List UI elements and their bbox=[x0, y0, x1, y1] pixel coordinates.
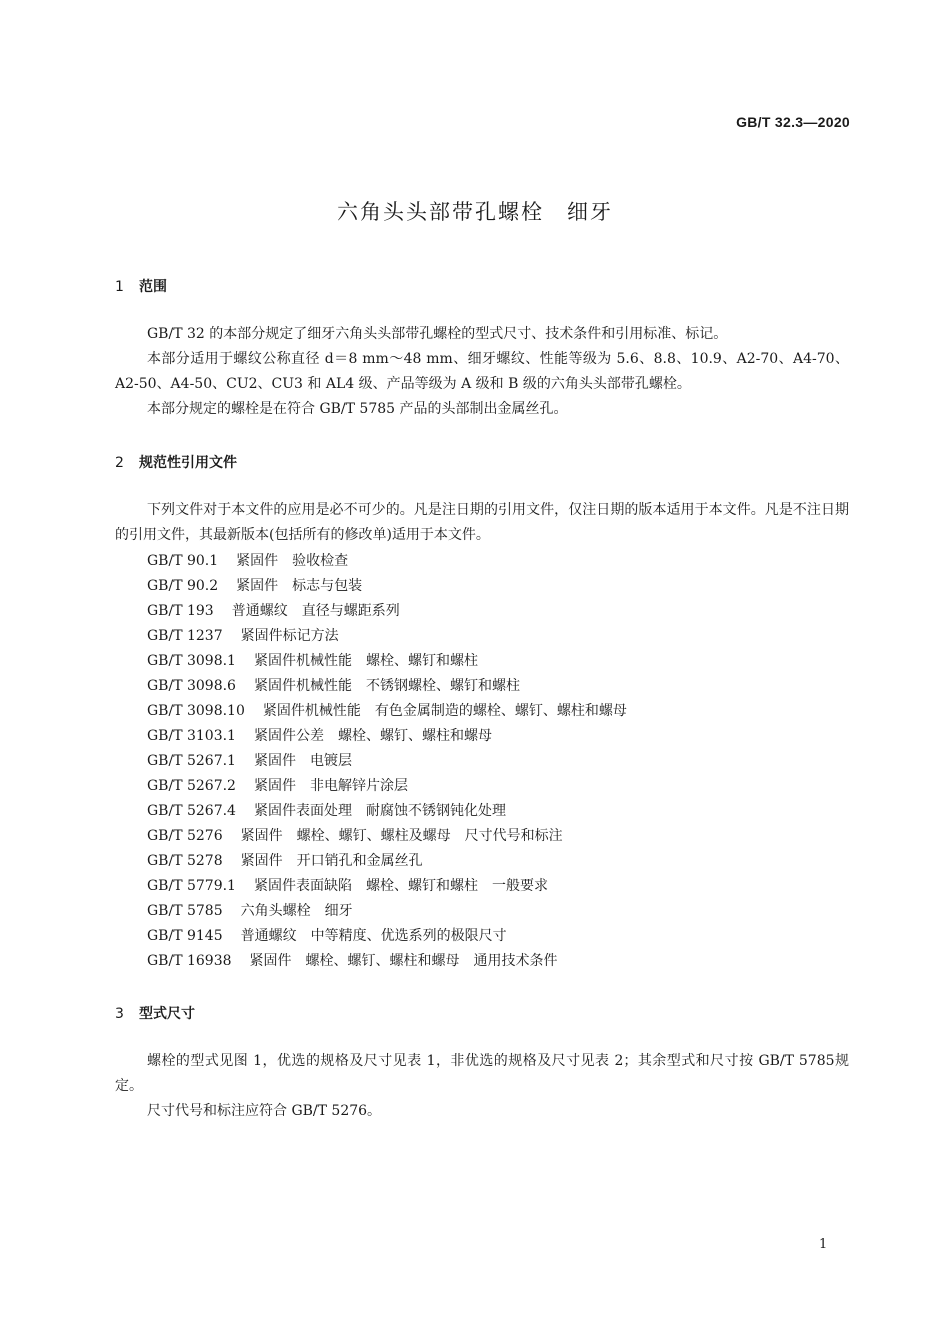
section-1-heading bbox=[115, 276, 167, 296]
reference-title: 紧固件机械性能 有色金属制造的螺栓、螺钉、螺柱和螺母 bbox=[262, 703, 627, 719]
reference-code: GB/T 5276 bbox=[147, 828, 223, 844]
section-3-heading bbox=[115, 1003, 195, 1023]
section-3-paragraph-2: 尺寸代号和标注应符合 GB/T 5276。 bbox=[147, 1103, 382, 1119]
reference-title: 普通螺纹 中等精度、优选系列的极限尺寸 bbox=[240, 928, 507, 944]
reference-item bbox=[147, 674, 627, 699]
section-title: 范围 bbox=[139, 279, 167, 295]
reference-item bbox=[147, 824, 627, 849]
reference-code: GB/T 5278 bbox=[147, 853, 223, 869]
reference-item bbox=[147, 699, 627, 724]
normative-references-list bbox=[147, 549, 627, 974]
reference-item bbox=[147, 949, 627, 974]
reference-item bbox=[147, 724, 627, 749]
reference-code: GB/T 5267.1 bbox=[147, 753, 236, 769]
reference-title: 紧固件 标志与包装 bbox=[236, 578, 363, 594]
section-1-paragraph-2: 本部分适用于螺纹公称直径 d＝8 mm～48 mm、细牙螺纹、性能等级为 5.6、8.8、10.9、A2-70、A4-70、A2-50、A4-50、CU2、CU3 和 AL4 级、产品等级为 A 级和 B 级的六角头头部带孔螺栓。 bbox=[115, 351, 849, 392]
reference-item bbox=[147, 924, 627, 949]
reference-title: 紧固件标记方法 bbox=[240, 628, 339, 644]
reference-title: 紧固件 电镀层 bbox=[253, 753, 352, 769]
page-number: 1 bbox=[819, 1237, 828, 1252]
reference-code: GB/T 5267.4 bbox=[147, 803, 236, 819]
reference-code: GB/T 16938 bbox=[147, 953, 232, 969]
reference-code: GB/T 193 bbox=[147, 603, 214, 619]
reference-item bbox=[147, 624, 627, 649]
reference-item bbox=[147, 649, 627, 674]
reference-item bbox=[147, 899, 627, 924]
reference-code: GB/T 3098.6 bbox=[147, 678, 236, 694]
reference-item bbox=[147, 549, 627, 574]
reference-title: 紧固件 螺栓、螺钉、螺柱和螺母 通用技术条件 bbox=[249, 953, 558, 969]
reference-code: GB/T 3098.1 bbox=[147, 653, 236, 669]
reference-title: 紧固件 验收检查 bbox=[236, 553, 349, 569]
reference-title: 紧固件 非电解锌片涂层 bbox=[253, 778, 408, 794]
reference-title: 紧固件 螺栓、螺钉、螺柱及螺母 尺寸代号和标注 bbox=[240, 828, 563, 844]
reference-item bbox=[147, 749, 627, 774]
reference-title: 紧固件表面处理 耐腐蚀不锈钢钝化处理 bbox=[253, 803, 506, 819]
section-number: 2 bbox=[115, 455, 124, 471]
reference-item bbox=[147, 774, 627, 799]
reference-code: GB/T 5785 bbox=[147, 903, 223, 919]
reference-title: 紧固件表面缺陷 螺栓、螺钉和螺柱 一般要求 bbox=[253, 878, 548, 894]
reference-item bbox=[147, 599, 627, 624]
section-3-paragraph-1: 螺栓的型式见图 1，优选的规格及尺寸见表 1，非优选的规格及尺寸见表 2；其余型式和尺寸按 GB/T 5785规定。 bbox=[115, 1053, 849, 1094]
standard-code: GB/T 32.3—2020 bbox=[736, 114, 850, 130]
reference-code: GB/T 5267.2 bbox=[147, 778, 236, 794]
reference-code: GB/T 90.1 bbox=[147, 553, 219, 569]
reference-code: GB/T 3103.1 bbox=[147, 728, 236, 744]
section-title: 规范性引用文件 bbox=[139, 455, 237, 471]
reference-title: 紧固件公差 螺栓、螺钉、螺柱和螺母 bbox=[253, 728, 492, 744]
reference-code: GB/T 9145 bbox=[147, 928, 223, 944]
section-1-paragraph-1: GB/T 32 的本部分规定了细牙六角头头部带孔螺栓的型式尺寸、技术条件和引用标准、标记。 bbox=[147, 326, 728, 342]
section-number: 3 bbox=[115, 1006, 124, 1022]
document-title: 六角头头部带孔螺栓 细牙 bbox=[337, 200, 613, 224]
section-number: 1 bbox=[115, 279, 124, 295]
section-title: 型式尺寸 bbox=[139, 1006, 195, 1022]
reference-item bbox=[147, 874, 627, 899]
section-1-paragraph-3: 本部分规定的螺栓是在符合 GB/T 5785 产品的头部制出金属丝孔。 bbox=[147, 401, 568, 417]
reference-title: 紧固件机械性能 不锈钢螺栓、螺钉和螺柱 bbox=[253, 678, 520, 694]
reference-item bbox=[147, 574, 627, 599]
reference-title: 紧固件 开口销孔和金属丝孔 bbox=[240, 853, 423, 869]
reference-code: GB/T 90.2 bbox=[147, 578, 219, 594]
reference-title: 六角头螺栓 细牙 bbox=[240, 903, 353, 919]
reference-item bbox=[147, 849, 627, 874]
reference-item bbox=[147, 799, 627, 824]
reference-code: GB/T 3098.10 bbox=[147, 703, 245, 719]
reference-code: GB/T 1237 bbox=[147, 628, 223, 644]
reference-code: GB/T 5779.1 bbox=[147, 878, 236, 894]
reference-title: 紧固件机械性能 螺栓、螺钉和螺柱 bbox=[253, 653, 478, 669]
section-2-heading bbox=[115, 452, 237, 472]
reference-title: 普通螺纹 直径与螺距系列 bbox=[231, 603, 400, 619]
section-2-paragraph-1: 下列文件对于本文件的应用是必不可少的。凡是注日期的引用文件，仅注日期的版本适用于本文件。凡是不注日期的引用文件，其最新版本(包括所有的修改单)适用于本文件。 bbox=[115, 502, 849, 543]
